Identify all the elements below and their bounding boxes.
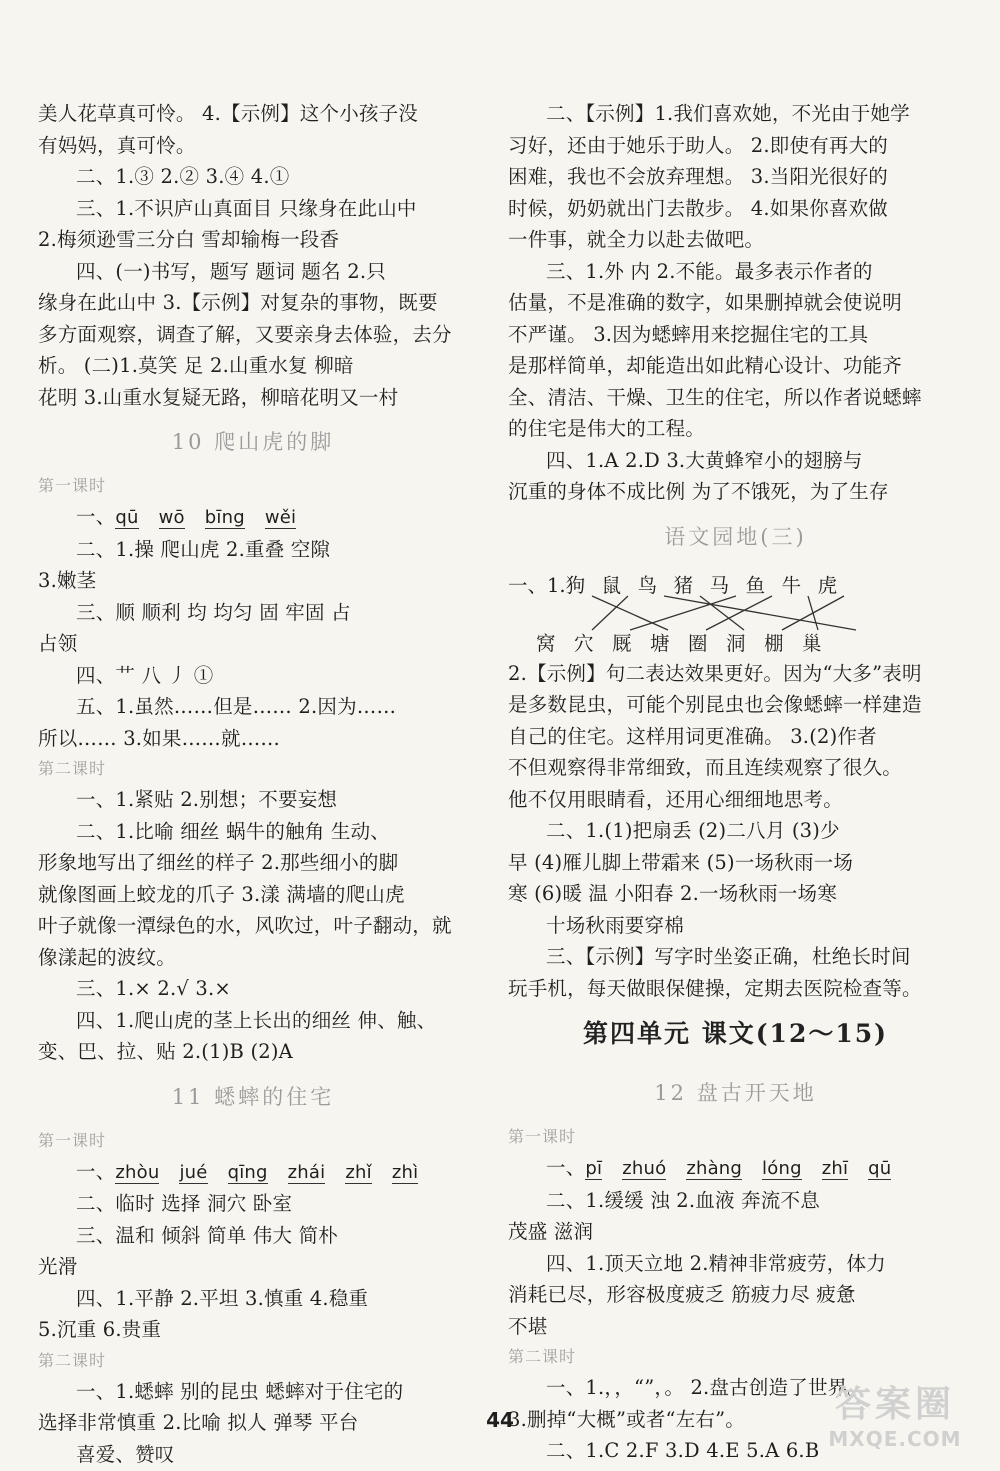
right-column	[508, 98, 963, 1467]
pinyin: zhǐ	[345, 1161, 372, 1183]
animal: 鸟	[637, 573, 658, 597]
animals-row	[508, 570, 854, 598]
left-column	[38, 98, 468, 1470]
lesson-11-title: 11 蟋蟀的住宅	[171, 1084, 335, 1109]
pinyin: lóng	[762, 1158, 802, 1179]
text-line: 一件事，就全力以赴去做吧。	[508, 228, 765, 251]
text-line: 不堪	[508, 1314, 548, 1338]
text-line: 有妈妈，真可怜。	[38, 133, 196, 157]
match-line	[592, 596, 668, 630]
text-line: 占领	[38, 632, 78, 655]
home: 窝	[536, 631, 556, 655]
text-line: 叶子就像一潭绿色的水，风吹过，叶子翻动，就	[38, 914, 452, 937]
text-line: 不但观察得非常细致，而且连续观察了很久。	[508, 756, 903, 779]
text-line: 像漾起的波纹。	[38, 945, 176, 969]
text-line: 形象地写出了细丝的样子 2.那些细小的脚	[38, 851, 399, 874]
animal: 牛	[781, 573, 802, 597]
match-line	[592, 596, 628, 630]
text-line: 喜爱、赞叹	[76, 1442, 175, 1466]
text-line: 早 (4)雁儿脚上带霜来 (5)一场秋雨一场	[508, 850, 854, 874]
match-line	[664, 596, 856, 630]
pinyin-prefix: 一、	[76, 1159, 116, 1183]
text-line: 二、1.③ 2.② 3.④ 4.①	[76, 165, 290, 188]
text-line: 沉重的身体不成比例 为了不饿死，为了生存	[508, 480, 889, 503]
pinyin: pī	[585, 1158, 603, 1179]
text-line: 美人花草真可怜。 4.【示例】这个小孩子没	[38, 102, 419, 125]
text-line: 十场秋雨要穿棉	[546, 913, 684, 937]
match-line	[630, 596, 736, 630]
text-line: 三、1.外 内 2.不能。最多表示作者的	[546, 259, 873, 283]
animal: 虎	[817, 573, 838, 597]
text-line: 时候，奶奶就出门去散步。 4.如果你喜欢做	[508, 196, 889, 220]
pinyin: zhái	[287, 1161, 326, 1183]
text-line: 不严谨。 3.因为蟋蟀用来挖掘住宅的工具	[508, 322, 869, 346]
text-line: 变、巴、拉、贴 2.(1)B (2)A	[38, 1040, 293, 1063]
page-number: 44	[486, 1408, 514, 1432]
text-line: 三、【示例】写字时坐姿正确，杜绝长时间	[546, 945, 911, 968]
text-line: 5.沉重 6.贵重	[38, 1318, 162, 1341]
home: 洞	[726, 631, 746, 655]
pinyin: qū	[868, 1158, 892, 1179]
pinyin-line	[38, 1156, 468, 1189]
text-line: 四、1.A 2.D 3.大黄蜂窄小的翅膀与	[546, 448, 863, 472]
home: 塘	[650, 631, 670, 655]
animal: 鼠	[601, 573, 622, 597]
text-line: 三、温和 倾斜 简单 伟大 简朴	[76, 1223, 338, 1247]
text-line: 四、1.平静 2.平坦 3.慎重 4.稳重	[76, 1286, 369, 1310]
lesson-11-period-1: 第一课时	[38, 1130, 107, 1150]
home: 巢	[802, 631, 822, 655]
homes-row	[536, 628, 840, 656]
garden-3-title: 语文园地(三)	[664, 524, 807, 549]
home: 厩	[612, 631, 632, 655]
home: 棚	[764, 631, 784, 655]
text-line: 就像图画上蛟龙的爪子 3.漾 满墙的爬山虎	[38, 882, 405, 906]
text-line: 花明 3.山重水复疑无路，柳暗花明又一村	[38, 385, 399, 409]
text-line: 二、【示例】1.我们喜欢她，不光由于她学	[546, 102, 910, 125]
text-line: 2.梅须逊雪三分白 雪却输梅一段香	[38, 228, 340, 251]
text-line: 是那样简单，却能造出如此精心设计、功能齐	[508, 354, 903, 377]
lesson-10-period-1: 第一课时	[38, 476, 107, 495]
lesson-12-period-1: 第一课时	[508, 1127, 577, 1146]
text-line: 缘身在此山中 3.【示例】对复杂的事物，既要	[38, 291, 438, 314]
lesson-10-title: 10 爬山虎的脚	[171, 430, 335, 454]
animal: 马	[709, 573, 730, 597]
text-line: 三、1.不识庐山真面目 只缘身在此山中	[76, 196, 417, 220]
pinyin: wō	[158, 507, 185, 528]
lesson-11-period-2: 第二课时	[38, 1350, 107, 1370]
pinyin: zhī	[821, 1158, 849, 1179]
text-line: 茂盛 滋润	[508, 1220, 594, 1243]
matching-exercise	[508, 566, 963, 658]
pinyin: zhàng	[686, 1158, 743, 1179]
watermark-site: MXQE.COM	[828, 1427, 962, 1451]
text-line: 困难，我也不会放弃理想。 3.当阳光很好的	[508, 165, 889, 188]
animal: 狗	[565, 573, 586, 597]
match-prefix: 一、1.	[508, 573, 566, 597]
lesson-10-period-2: 第二课时	[38, 759, 107, 778]
text-line: 所以…… 3.如果……就……	[38, 726, 281, 750]
animal: 鱼	[745, 573, 766, 597]
text-line: 析。 (二)1.莫笑 足 2.山重水复 柳暗	[38, 354, 354, 377]
text-line: 一、1.，，“”，。 2.盘古创造了世界。	[546, 1376, 868, 1399]
text-line: 二、1.操 爬山虎 2.重叠 空隙	[76, 537, 331, 561]
match-line	[782, 596, 844, 630]
text-line: 估量，不是准确的数字，如果删掉就会使说明	[508, 291, 903, 314]
unit-4-title: 第四单元 课文(12～15)	[583, 1019, 888, 1048]
text-line: 三、1.× 2.√ 3.×	[76, 977, 231, 1000]
text-line: 他不仅用眼睛看，还用心细细地思考。	[508, 787, 843, 811]
text-line: 二、1.C 2.F 3.D 4.E 5.A 6.B	[546, 1439, 820, 1462]
text-line: 3.嫩茎	[38, 569, 97, 592]
text-line: 四、1.顶天立地 2.精神非常疲劳，体力	[546, 1251, 886, 1275]
text-line: 消耗已尽，形容极度疲乏 筋疲力尽 疲惫	[508, 1283, 856, 1306]
text-line: 四、(一)书写，题写 题词 题名 2.只	[76, 259, 386, 283]
text-line: 自己的住宅。这样用词更准确。 3.(2)作者	[508, 724, 877, 748]
pinyin: bīng	[204, 507, 245, 528]
pinyin-line	[508, 1152, 963, 1185]
text-line: 一、1.紧贴 2.别想；不要妄想	[76, 788, 338, 811]
text-line: 三、顺 顺利 均 均匀 固 牢固 占	[76, 600, 351, 624]
pinyin-line	[38, 501, 468, 534]
home: 圈	[688, 631, 708, 655]
text-line: 习好，还由于她乐于助人。 2.即使有再大的	[508, 133, 889, 157]
text-line: 光滑	[38, 1255, 78, 1278]
text-line: 寒 (6)暖 温 小阳春 2.一场秋雨一场寒	[508, 882, 837, 905]
text-line: 二、1.(1)把扇丢 (2)二八月 (3)少	[546, 819, 840, 842]
text-line: 五、1.虽然……但是…… 2.因为……	[76, 695, 397, 718]
animal: 猪	[673, 573, 694, 597]
text-line: 的住宅是伟大的工程。	[508, 417, 706, 440]
text-line: 3.删掉“大概”或者“左右”。	[508, 1407, 745, 1431]
text-line: 二、临时 选择 洞穴 卧室	[76, 1192, 293, 1215]
home: 穴	[574, 631, 594, 655]
pinyin: zhòu	[115, 1161, 160, 1183]
pinyin: zhì	[391, 1161, 419, 1183]
text-line: 四、艹 八 丿 ①	[76, 663, 214, 687]
text-line: 玩手机，每天做眼保健操，定期去医院检查等。	[508, 976, 922, 1000]
pinyin-prefix: 一、	[546, 1156, 586, 1179]
watermark	[810, 1383, 980, 1463]
text-line: 四、1.爬山虎的茎上长出的细丝 伸、触、	[76, 1008, 437, 1032]
pinyin: qīng	[227, 1161, 268, 1183]
text-line: 选择非常慎重 2.比喻 拟人 弹琴 平台	[38, 1411, 359, 1434]
text-line: 是多数昆虫，可能个别昆虫也会像蟋蟀一样建造	[508, 693, 922, 716]
lesson-12-title: 12 盘古开天地	[654, 1081, 817, 1105]
text-line: 多方面观察，调查了解，又要亲身去体验，去分	[38, 322, 452, 346]
text-line: 2.【示例】句二表达效果更好。因为“大多”表明	[508, 661, 922, 685]
pinyin: jué	[179, 1161, 208, 1183]
pinyin: qū	[115, 507, 139, 528]
pinyin-prefix: 一、	[76, 505, 116, 528]
text-line: 二、1.比喻 细丝 蜗牛的触角 生动、	[76, 819, 391, 843]
pinyin: wěi	[264, 507, 297, 528]
text-line: 一、1.蟋蟀 别的昆虫 蟋蟀对于住宅的	[76, 1379, 404, 1403]
pinyin: zhuó	[622, 1158, 667, 1179]
watermark-logo: 答案圈	[834, 1384, 955, 1425]
text-line: 全、清洁、干燥、卫生的住宅，所以作者说蟋蟀	[508, 385, 922, 409]
text-line: 二、1.缓缓 浊 2.血液 奔流不息	[546, 1188, 820, 1212]
lesson-12-period-2: 第二课时	[508, 1347, 577, 1366]
